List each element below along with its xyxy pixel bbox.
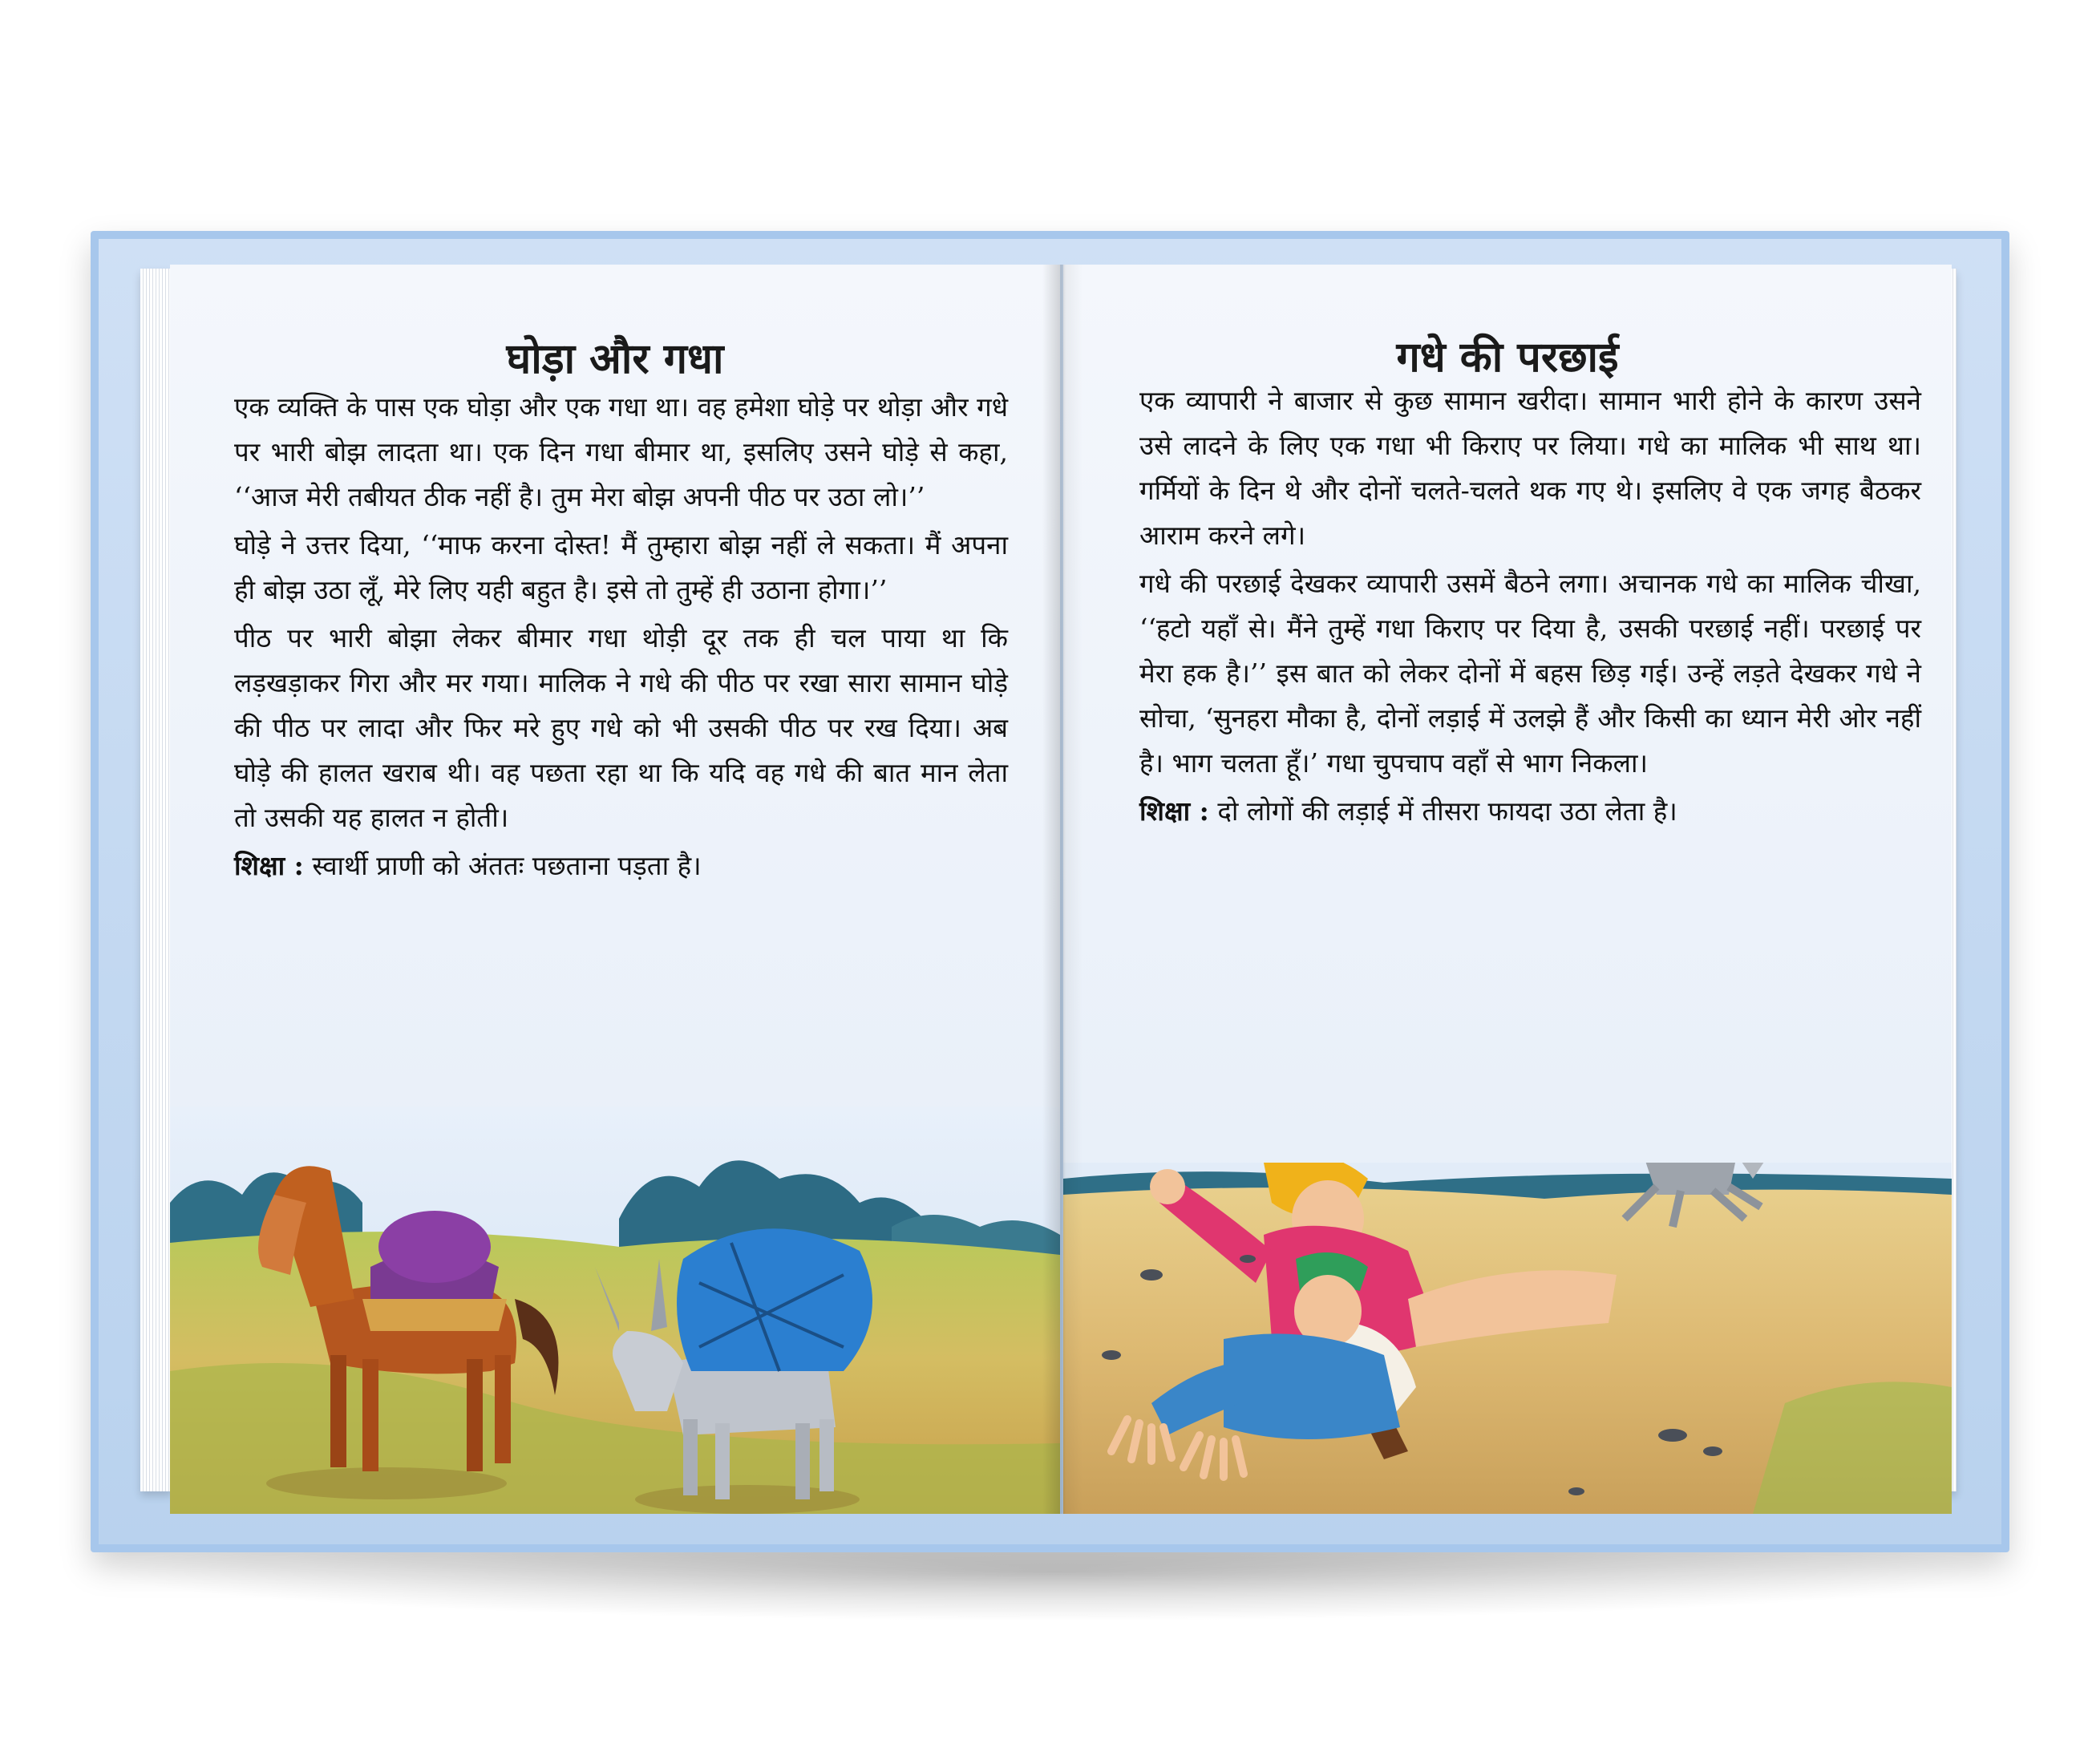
right-illustration [1063,1163,1952,1514]
left-illustration [170,1107,1060,1514]
right-moral-label: शिक्षा : [1139,795,1209,827]
left-paragraph: घोड़े ने उत्तर दिया, ‘‘माफ करना दोस्त! मैं तुम्हारा बोझ नहीं ले सकता। मैं अपना ही बोझ उठा लूँ, मेरे लिए यही बहुत है। इसे तो तुम्हें ही उठाना होगा।’’ [234,529,1008,605]
right-paragraph: गधे की परछाई देखकर व्यापारी उसमें बैठने लगा। अचानक गधे का मालिक चीखा, ‘‘हटो यहाँ से। मैंने तुम्हें गधा किराए पर दिया है, उसकी परछाई नहीं। परछाई पर मेरा हक है।’’ इस बात को लेकर दोनों में बहस छिड़ गई। उन्हें लड़ते देखकर गधे ने सोचा, ‘सुनहरा मौका है, दोनों लड़ाई में उलझे हैं और किसी का ध्यान मेरी ओर नहीं है। भाग चलता हूँ।’ गधा चुपचाप वहाँ से भाग निकला। [1139,568,1921,779]
left-moral-label: शिक्षा : [234,850,304,881]
left-moral-text: स्वार्थी प्राणी को अंततः पछताना पड़ता है। [303,850,702,881]
left-page-edges [140,269,172,1491]
left-page [170,265,1060,1514]
right-moral-text: दो लोगों की लड़ाई में तीसरा फायदा उठा लेता है। [1208,795,1677,827]
left-story-text [234,385,1008,892]
right-page-title: गधे की परछाई [1396,334,1619,382]
left-page-title: घोड़ा और गधा [506,335,724,383]
right-moral [1139,789,1921,834]
right-paragraph: एक व्यापारी ने बाजार से कुछ सामान खरीदा। सामान भारी होने के कारण उसने उसे लादने के लिए एक गधा भी किराए पर लिया। गधे का मालिक भी साथ था। गर्मियों के दिन थे और दोनों चलते-चलते थक गए थे। इसलिए वे एक जगह बैठकर आराम करने लगे। [1139,385,1921,551]
left-paragraph: पीठ पर भारी बोझा लेकर बीमार गधा थोड़ी दूर तक ही चल पाया था कि लड़खड़ाकर गिरा और मर गया। मालिक ने गधे की पीठ पर रखा सारा सामान घोड़े की पीठ पर लादा और फिर मरे हुए गधे को भी उसकी पीठ पर रख दिया। अब घोड़े की हालत खराब थी। वह पछता रहा था कि यदि वह गधे की बात मान लेता तो उसकी यह हालत न होती। [234,622,1008,833]
right-page [1063,265,1952,1514]
left-moral [234,844,1008,888]
right-story-text [1139,378,1921,837]
left-paragraph: एक व्यक्ति के पास एक घोड़ा और एक गधा था। वह हमेशा घोड़े पर थोड़ा और गधे पर भारी बोझ लादता था। एक दिन गधा बीमार था, इसलिए उसने घोड़े से कहा, ‘‘आज मेरी तबीयत ठीक नहीं है। तुम मेरा बोझ अपनी पीठ पर उठा लो।’’ [234,391,1008,512]
